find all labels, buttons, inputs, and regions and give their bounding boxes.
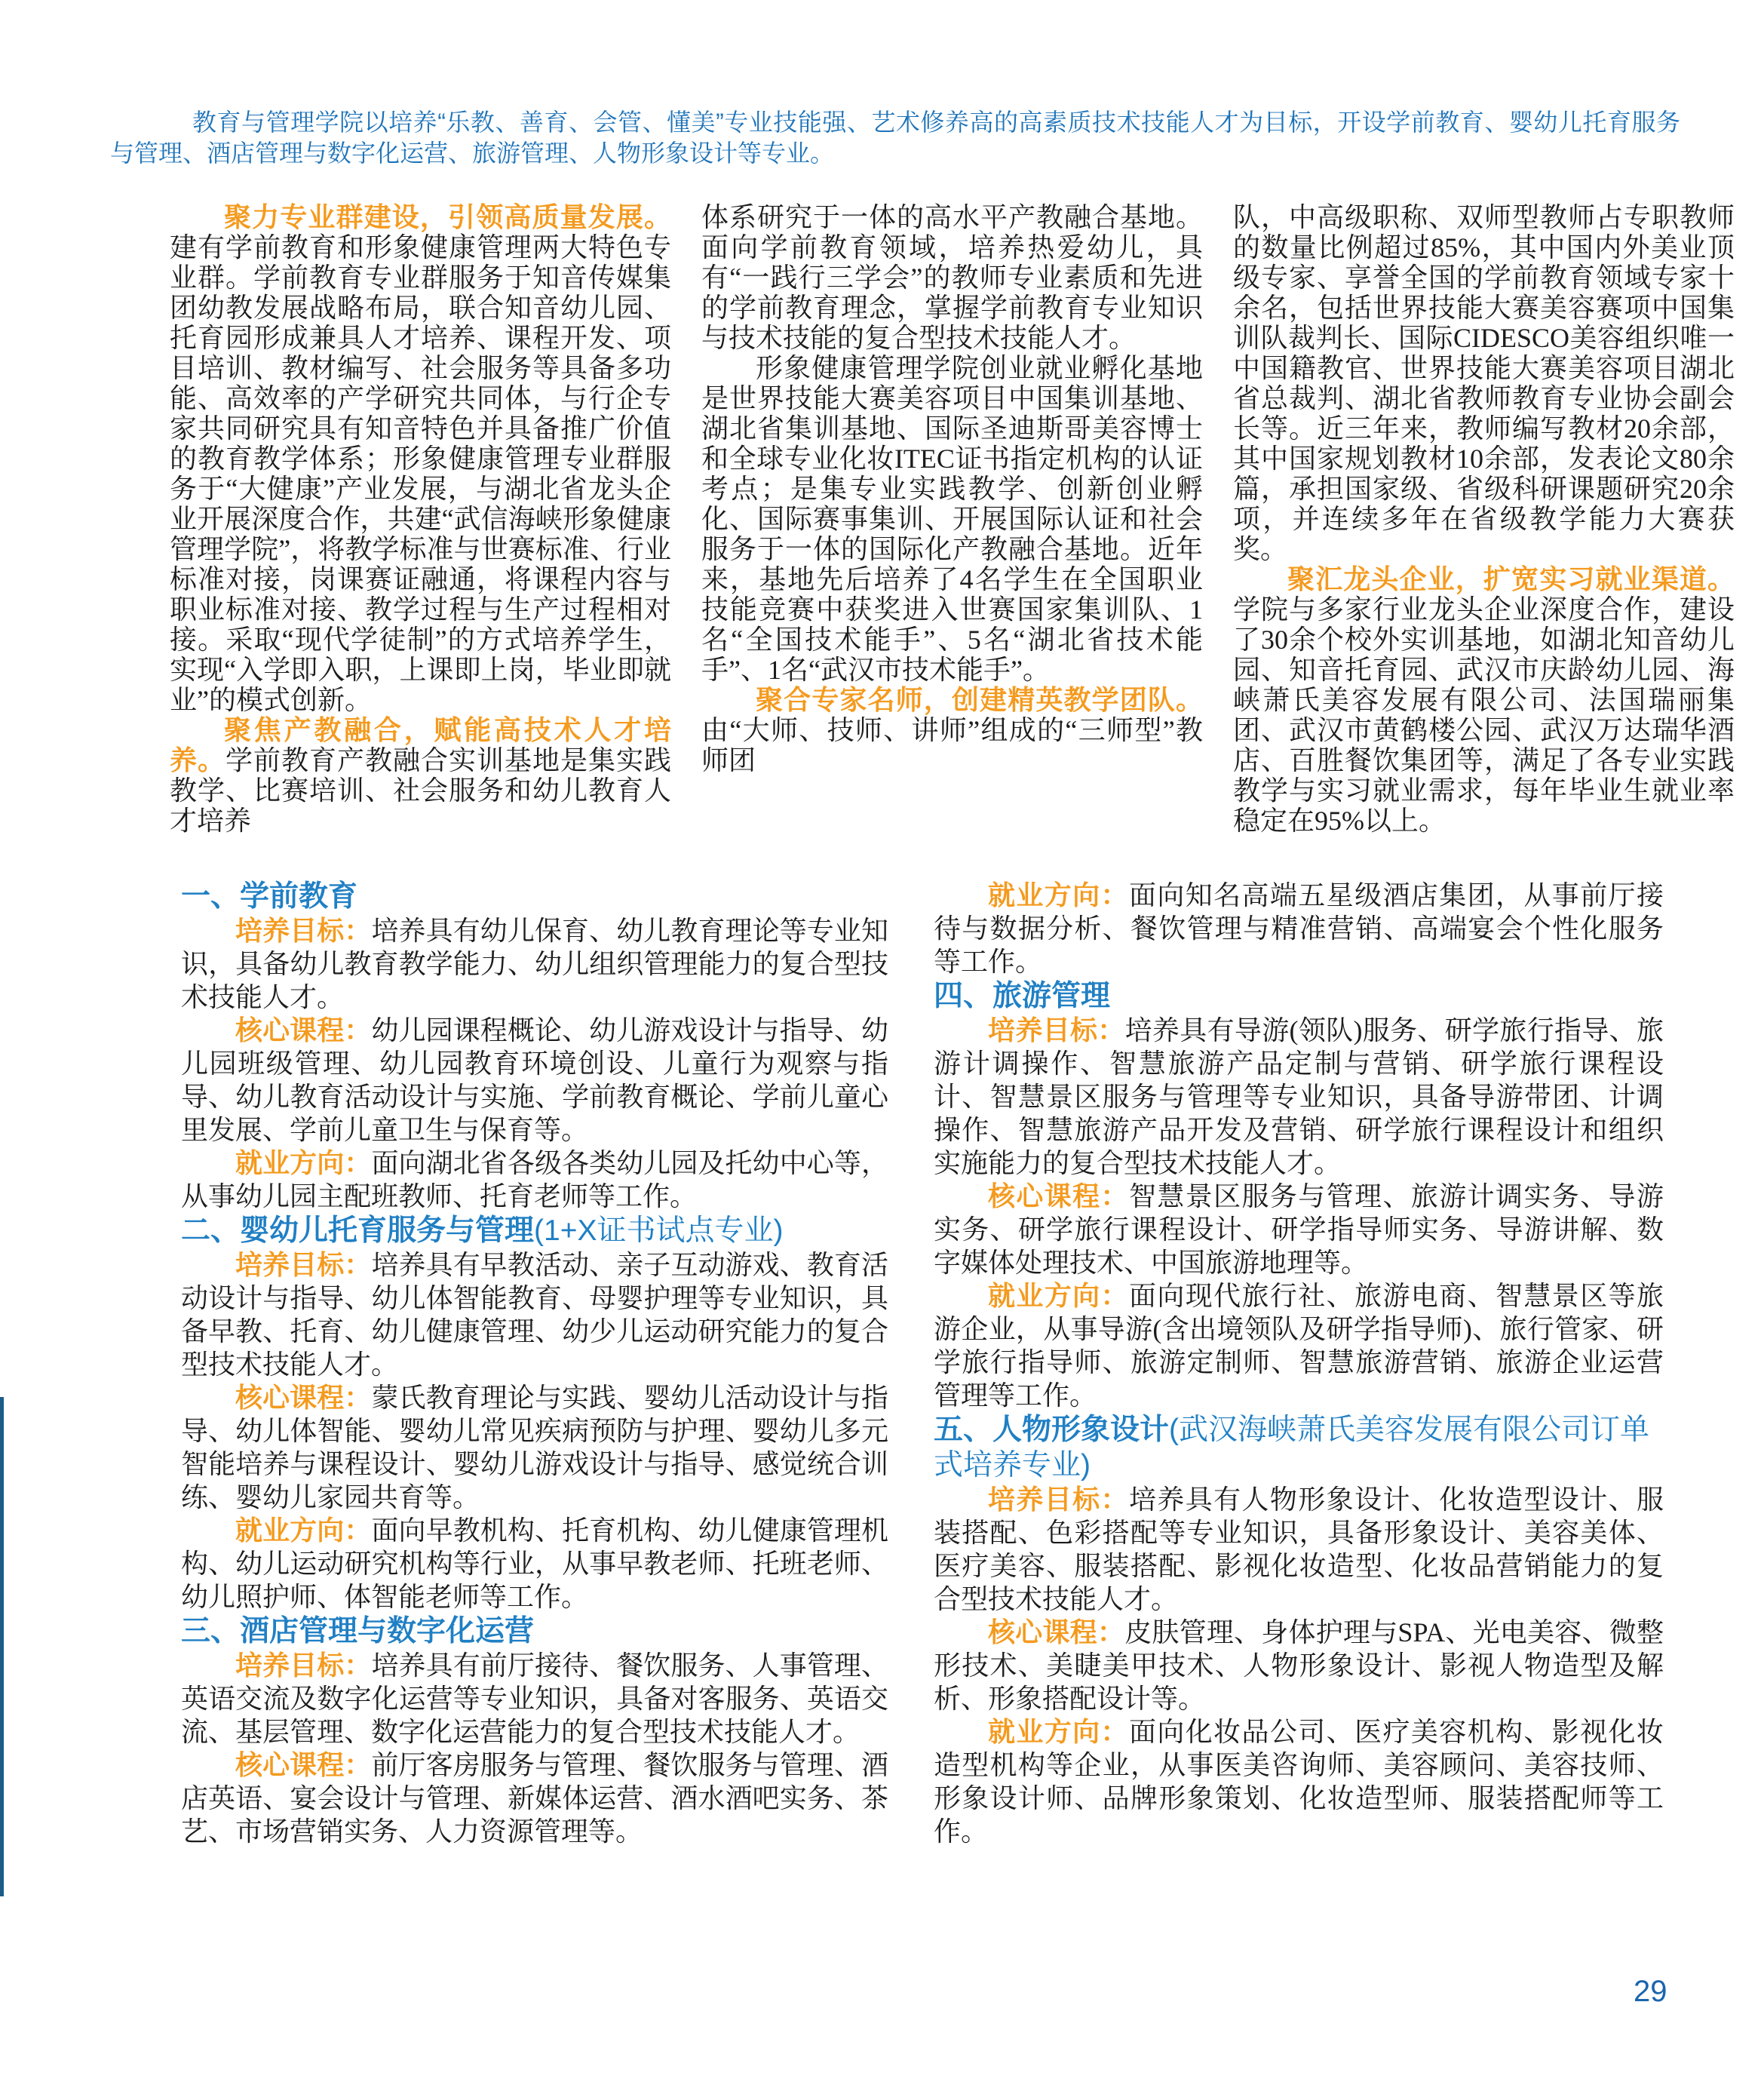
paragraph-text: 学院与多家行业龙头企业深度合作，建设了30余个校外实训基地，如湖北知音幼儿园、知音托育园、武汉市庆龄幼儿园、海峡萧氏美容发展有限公司、法国瑞丽集团、武汉市黄鹤楼公园、武汉万达瑞华酒店、百胜餐饮集团等，满足了各专业实践教学与实习就业需求，每年毕业生就业率稳定在95%以上。 (1233, 594, 1735, 836)
major-item (934, 1279, 1664, 1412)
paragraph (1233, 564, 1735, 836)
overview-column-2 (701, 202, 1203, 836)
item-text: 培养具有前厅接待、餐饮服务、人事管理、英语交流及数字化运营等专业知识，具备对客服务、英语交流、基层管理、数字化运营能力的复合型技术技能人才。 (181, 1650, 888, 1747)
major-title: 五、人物形象设计 (934, 1414, 1170, 1446)
overview-column-3 (1233, 202, 1735, 836)
item-label: 就业方向： (235, 1147, 372, 1178)
overview-section (170, 202, 1735, 836)
major-item (934, 879, 1664, 978)
major-heading-2 (181, 1213, 888, 1248)
major-heading-3 (181, 1613, 888, 1649)
item-label: 核心课程： (235, 1015, 372, 1045)
major-title: 三、酒店管理与数字化运营 (181, 1615, 535, 1647)
item-label: 核心课程： (988, 1617, 1125, 1647)
major-item (934, 1715, 1664, 1848)
major-item (181, 1147, 888, 1213)
major-item (934, 1483, 1664, 1616)
page-edge-bar (0, 1397, 4, 1896)
major-item (181, 914, 888, 1014)
item-label: 就业方向： (988, 1716, 1129, 1747)
paragraph (701, 685, 1203, 775)
paragraph: 队，中高级职称、双师型教师占专职教师的数量比例超过85%，其中国内外美业顶级专家、享誉全国的学前教育领域专家十余名，包括世界技能大赛美容赛项中国集训队裁判长、国际CIDESCO美容组织唯一中国籍教官、世界技能大赛美容项目湖北省总裁判、湖北省教师教育专业协会副会长等。近三年来，教师编写教材20余部，其中国家规划教材10余部，发表论文80余篇，承担国家级、省级科研课题研究20余项，并连续多年在省级教学能力大赛获奖。 (1233, 202, 1735, 564)
item-text: 前厅客房服务与管理、餐饮服务与管理、酒店英语、宴会设计与管理、新媒体运营、酒水酒吧实务、茶艺、市场营销实务、人力资源管理等。 (181, 1750, 888, 1847)
majors-column-left (181, 879, 888, 1848)
item-text: 幼儿园课程概论、幼儿游戏设计与指导、幼儿园班级管理、幼儿园教育环境创设、儿童行为观察与指导、幼儿教育活动设计与实施、学前教育概论、学前儿童心里发展、学前儿童卫生与保育等。 (181, 1015, 888, 1145)
item-text: 面向早教机构、托育机构、幼儿健康管理机构、幼儿运动研究机构等行业，从事早教老师、托班老师、幼儿照护师、体智能老师等工作。 (181, 1515, 888, 1612)
page-number: 29 (1634, 1975, 1667, 2008)
item-label: 就业方向： (988, 880, 1129, 910)
major-title: 二、婴幼儿托育服务与管理 (181, 1214, 535, 1247)
major-item (181, 1014, 888, 1147)
lead-in: 聚力专业群建设，引领高质量发展。 (224, 201, 671, 232)
major-title: 一、学前教育 (181, 880, 358, 913)
major-item (181, 1749, 888, 1848)
item-text: 培养具有人物形象设计、化妆造型设计、服装搭配、色彩搭配等专业知识，具备形象设计、美容美体、医疗美容、服装搭配、影视化妆造型、化妆品营销能力的复合型技术技能人才。 (934, 1485, 1664, 1614)
paragraph: 体系研究于一体的高水平产教融合基地。面向学前教育领域，培养热爱幼儿，具有“一践行三学会”的教师专业素质和先进的学前教育理念，掌握学前教育专业知识与技术技能的复合型技术技能人才。 (701, 202, 1203, 353)
item-text: 面向知名高端五星级酒店集团，从事前厅接待与数据分析、餐饮管理与精准营销、高端宴会个性化服务等工作。 (934, 880, 1664, 977)
item-text: 面向现代旅行社、旅游电商、智慧景区等旅游企业，从事导游(含出境领队及研学指导师)、旅行管家、研学旅行指导师、旅游定制师、智慧旅游营销、旅游企业运营管理等工作。 (934, 1281, 1664, 1411)
paragraph (170, 202, 671, 715)
item-text: 培养具有导游(领队)服务、研学旅行指导、旅游计调操作、智慧旅游产品定制与营销、研学旅行课程设计、智慧景区服务与管理等专业知识，具备导游带团、计调操作、智慧旅游产品开发及营销、研学旅行课程设计和组织实施能力的复合型技术技能人才。 (934, 1015, 1664, 1178)
major-heading-5 (934, 1412, 1664, 1483)
majors-section (181, 879, 1664, 1848)
item-label: 核心课程： (988, 1181, 1129, 1211)
major-item (181, 1649, 888, 1749)
item-text: 智慧景区服务与管理、旅游计调实务、导游实务、研学旅行课程设计、研学指导师实务、导游讲解、数字媒体处理技术、中国旅游地理等。 (934, 1181, 1664, 1278)
item-label: 核心课程： (235, 1382, 372, 1413)
major-item (934, 1180, 1664, 1279)
lead-in: 聚焦产教融合，赋能高技术人才培养。 (170, 714, 671, 775)
lead-in: 聚合专家名师，创建精英教学团队。 (756, 684, 1203, 715)
item-text: 面向化妆品公司、医疗美容机构、影视化妆造型机构等企业，从事医美咨询师、美容顾问、美容技师、形象设计师、品牌形象策划、化妆造型师、服装搭配师等工作。 (934, 1717, 1664, 1847)
item-label: 培养目标： (235, 915, 372, 946)
major-item (181, 1381, 888, 1514)
item-label: 培养目标： (988, 1015, 1125, 1045)
major-title-suffix: (1+X证书试点专业) (534, 1214, 784, 1247)
item-label: 培养目标： (235, 1249, 372, 1280)
item-label: 就业方向： (235, 1515, 372, 1546)
item-text: 蒙氏教育理论与实践、婴幼儿活动设计与指导、幼儿体智能、婴幼儿常见疾病预防与护理、婴幼儿多元智能培养与课程设计、婴幼儿游戏设计与指导、感觉统合训练、婴幼儿家园共育等。 (181, 1383, 888, 1512)
item-label: 培养目标： (235, 1650, 372, 1681)
item-text: 面向湖北省各级各类幼儿园及托幼中心等，从事幼儿园主配班教师、托育老师等工作。 (181, 1148, 888, 1211)
major-title-suffix: (武汉海峡萧氏美容发展有限公司订单式培养专业) (934, 1414, 1650, 1481)
overview-column-1 (170, 202, 671, 836)
item-text: 皮肤管理、身体护理与SPA、光电美容、微整形技术、美睫美甲技术、人物形象设计、影视人物造型及解析、形象搭配设计等。 (934, 1617, 1664, 1714)
paragraph-text: 建有学前教育和形象健康管理两大特色专业群。学前教育专业群服务于知音传媒集团幼教发展战略布局，联合知音幼儿园、托育园形成兼具人才培养、课程开发、项目培训、教材编写、社会服务等具备多功能、高效率的产学研究共同体，与行企专家共同研究具有知音特色并具备推广价值的教育教学体系；形象健康管理专业群服务于“大健康”产业发展，与湖北省龙头企业开展深度合作，共建“武信海峡形象健康管理学院”，将教学标准与世赛标准、行业标准对接，岗课赛证融通，将课程内容与职业标准对接、教学过程与生产过程相对接。采取“现代学徒制”的方式培养学生，实现“入学即入职，上课即上岗，毕业即就业”的模式创新。 (170, 232, 671, 715)
major-heading-1 (181, 879, 888, 914)
major-item (934, 1014, 1664, 1180)
paragraph-text: 学前教育产教融合实训基地是集实践教学、比赛培训、社会服务和幼儿教育人才培养 (170, 745, 671, 836)
intro-paragraph: 教育与管理学院以培养“乐教、善育、会管、懂美”专业技能强、艺术修养高的高素质技术技能人才为目标，开设学前教育、婴幼儿托育服务与管理、酒店管理与数字化运营、旅游管理、人物形象设计等专业。 (110, 109, 1680, 167)
major-item (934, 1616, 1664, 1715)
majors-column-right (934, 879, 1664, 1848)
paragraph (170, 715, 671, 836)
item-label: 培养目标： (988, 1484, 1129, 1515)
paragraph: 形象健康管理学院创业就业孵化基地是世界技能大赛美容项目中国集训基地、湖北省集训基地、国际圣迪斯哥美容博士和全球专业化妆ITEC证书指定机构的认证考点；是集专业实践教学、创新创业孵化、国际赛事集训、开展国际认证和社会服务于一体的国际化产教融合基地。近年来，基地先后培养了4名学生在全国职业技能竞赛中获奖进入世赛国家集训队、1名“全国技术能手”、5名“湖北省技术能手”、1名“武汉市技术能手”。 (701, 353, 1203, 685)
major-item (181, 1248, 888, 1381)
paragraph-text: 由“大师、技师、讲师”组成的“三师型”教师团 (701, 715, 1203, 775)
lead-in: 聚汇龙头企业，扩宽实习就业渠道。 (1287, 563, 1735, 594)
item-label: 核心课程： (235, 1749, 372, 1780)
item-text: 培养具有幼儿保育、幼儿教育理论等专业知识，具备幼儿教育教学能力、幼儿组织管理能力的复合型技术技能人才。 (181, 916, 888, 1012)
item-label: 就业方向： (988, 1280, 1129, 1311)
major-item (181, 1514, 888, 1613)
major-heading-4 (934, 978, 1664, 1014)
item-text: 培养具有早教活动、亲子互动游戏、教育活动设计与指导、幼儿体智能教育、母婴护理等专业知识，具备早教、托育、幼儿健康管理、幼少儿运动研究能力的复合型技术技能人才。 (181, 1250, 888, 1380)
major-title: 四、旅游管理 (934, 980, 1111, 1012)
